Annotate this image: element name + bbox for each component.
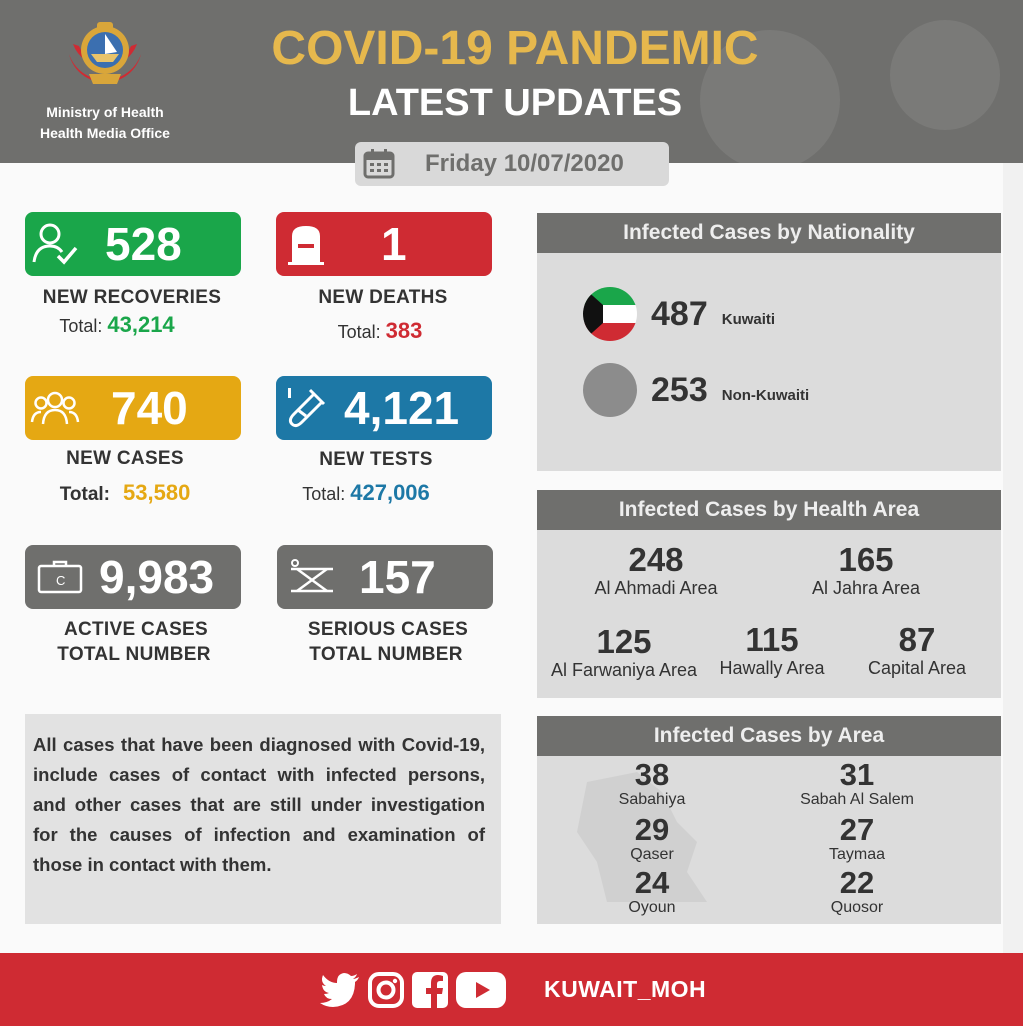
org-line-1: Ministry of Health — [46, 104, 164, 120]
footer-bar — [0, 953, 1023, 1026]
area-label: Quosor — [830, 899, 884, 916]
kuwait-flag-icon — [583, 287, 637, 341]
deaths-total-value: 383 — [385, 318, 423, 343]
serious-label-2: TOTAL NUMBER — [309, 644, 463, 665]
cases-value: 740 — [111, 382, 188, 434]
kuwaiti-row — [583, 287, 775, 341]
recoveries-total-value: 43,214 — [107, 312, 175, 337]
active-label-1: ACTIVE CASES — [63, 619, 208, 640]
area-item — [572, 865, 732, 918]
twitter-icon[interactable] — [320, 973, 360, 1007]
calendar-icon — [363, 149, 395, 179]
kuwaiti-value: 487 — [651, 294, 708, 333]
social-links — [320, 972, 506, 1008]
tests-total — [236, 480, 496, 506]
ministry-emblem-icon — [59, 14, 151, 100]
kuwaiti-label: Kuwaiti — [721, 310, 776, 328]
facebook-icon[interactable] — [412, 972, 448, 1008]
org-line-2: Health Media Office — [40, 125, 170, 141]
deaths-total — [250, 318, 510, 344]
area-value: 29 — [634, 812, 670, 847]
svg-text:C: C — [56, 573, 66, 588]
area-label: Qaser — [630, 846, 674, 863]
active-tile — [25, 545, 241, 609]
health-area-value: 248 — [628, 541, 684, 578]
virus-decoration — [890, 20, 1000, 130]
area-item — [777, 865, 937, 918]
deaths-value: 1 — [381, 218, 407, 270]
people-group-icon — [30, 388, 80, 428]
health-area-label: Al Jahra Area — [811, 578, 921, 598]
health-area-item — [566, 543, 746, 599]
area-label: Sabahiya — [618, 791, 686, 808]
nationality-title: Infected Cases by Nationality — [537, 213, 1001, 253]
health-area-label: Al Ahmadi Area — [594, 578, 718, 598]
health-area-label: Capital Area — [867, 658, 967, 678]
health-area-label: Hawally Area — [719, 658, 825, 678]
area-label: Sabah Al Salem — [800, 791, 914, 808]
health-area-value: 125 — [596, 623, 652, 660]
health-area-label: Al Farwaniya Area — [550, 660, 698, 680]
tests-total-label: Total: — [302, 484, 346, 504]
serious-label-1: SERIOUS CASES — [307, 619, 469, 640]
nationality-panel — [537, 213, 1001, 471]
area-value: 27 — [839, 812, 875, 847]
serious-tile — [277, 545, 493, 609]
area-item — [777, 757, 937, 810]
area-item — [777, 812, 937, 865]
date-text: Friday 10/07/2020 — [425, 150, 624, 177]
health-area-value: 165 — [838, 541, 894, 578]
recoveries-total — [0, 312, 247, 338]
area-title: Infected Cases by Area — [537, 716, 1001, 756]
recoveries-value: 528 — [105, 218, 182, 270]
recovered-person-icon — [32, 222, 78, 266]
tests-value: 4,121 — [344, 382, 460, 434]
youtube-icon[interactable] — [456, 972, 506, 1008]
page-subtitle: LATEST UPDATES — [347, 82, 683, 124]
deaths-total-label: Total: — [337, 322, 381, 342]
health-area-value: 115 — [745, 621, 799, 658]
header-banner — [0, 0, 1023, 163]
area-label: Oyoun — [628, 899, 676, 916]
instagram-icon[interactable] — [368, 972, 404, 1008]
health-area-value: 87 — [898, 621, 936, 658]
recoveries-tile — [25, 212, 241, 276]
cases-total-label: Total: — [59, 484, 110, 505]
health-area-item — [827, 623, 1007, 679]
non-kuwaiti-row — [583, 363, 809, 417]
ministry-logo — [30, 14, 180, 144]
area-value: 22 — [839, 865, 875, 900]
cases-total-value: 53,580 — [123, 480, 191, 505]
info-note-text: All cases that have been diagnosed with Covid-19, include cases of contact with infected persons, and other cases that are still under investigation for the causes of infection and examination of those in contact with them. — [33, 734, 485, 875]
non-kuwaiti-circle — [583, 363, 637, 417]
tests-label: NEW TESTS — [319, 449, 433, 470]
info-note — [25, 714, 501, 924]
recoveries-total-label: Total: — [59, 316, 103, 336]
cases-label: NEW CASES — [66, 448, 184, 469]
serious-value: 157 — [359, 551, 436, 603]
cases-total — [0, 480, 255, 506]
stretcher-icon — [287, 557, 337, 597]
recoveries-label: NEW RECOVERIES — [42, 287, 222, 308]
page-title: COVID-19 PANDEMIC — [271, 22, 759, 75]
area-panel — [537, 716, 1001, 924]
briefcase-icon — [36, 560, 84, 594]
area-item — [572, 812, 732, 865]
deaths-label: NEW DEATHS — [318, 287, 448, 308]
area-value: 24 — [634, 865, 670, 900]
area-value: 38 — [634, 757, 670, 792]
health-area-title: Infected Cases by Health Area — [537, 490, 1001, 530]
tests-tile — [276, 376, 492, 440]
area-value: 31 — [839, 757, 875, 792]
area-label: Taymaa — [828, 846, 886, 863]
test-tube-icon — [284, 386, 328, 430]
area-item — [572, 757, 732, 810]
coffin-icon — [286, 222, 326, 266]
tests-total-value: 427,006 — [350, 480, 430, 505]
social-handle[interactable]: KUWAIT_MOH — [544, 976, 707, 1002]
deaths-tile — [276, 212, 492, 276]
date-badge — [355, 142, 669, 186]
health-area-item — [776, 543, 956, 599]
active-label-2: TOTAL NUMBER — [57, 644, 211, 665]
non-kuwaiti-value: 253 — [651, 370, 708, 409]
active-value: 9,983 — [99, 551, 215, 603]
cases-tile — [25, 376, 241, 440]
health-area-panel — [537, 490, 1001, 698]
non-kuwaiti-label: Non-Kuwaiti — [721, 386, 810, 404]
